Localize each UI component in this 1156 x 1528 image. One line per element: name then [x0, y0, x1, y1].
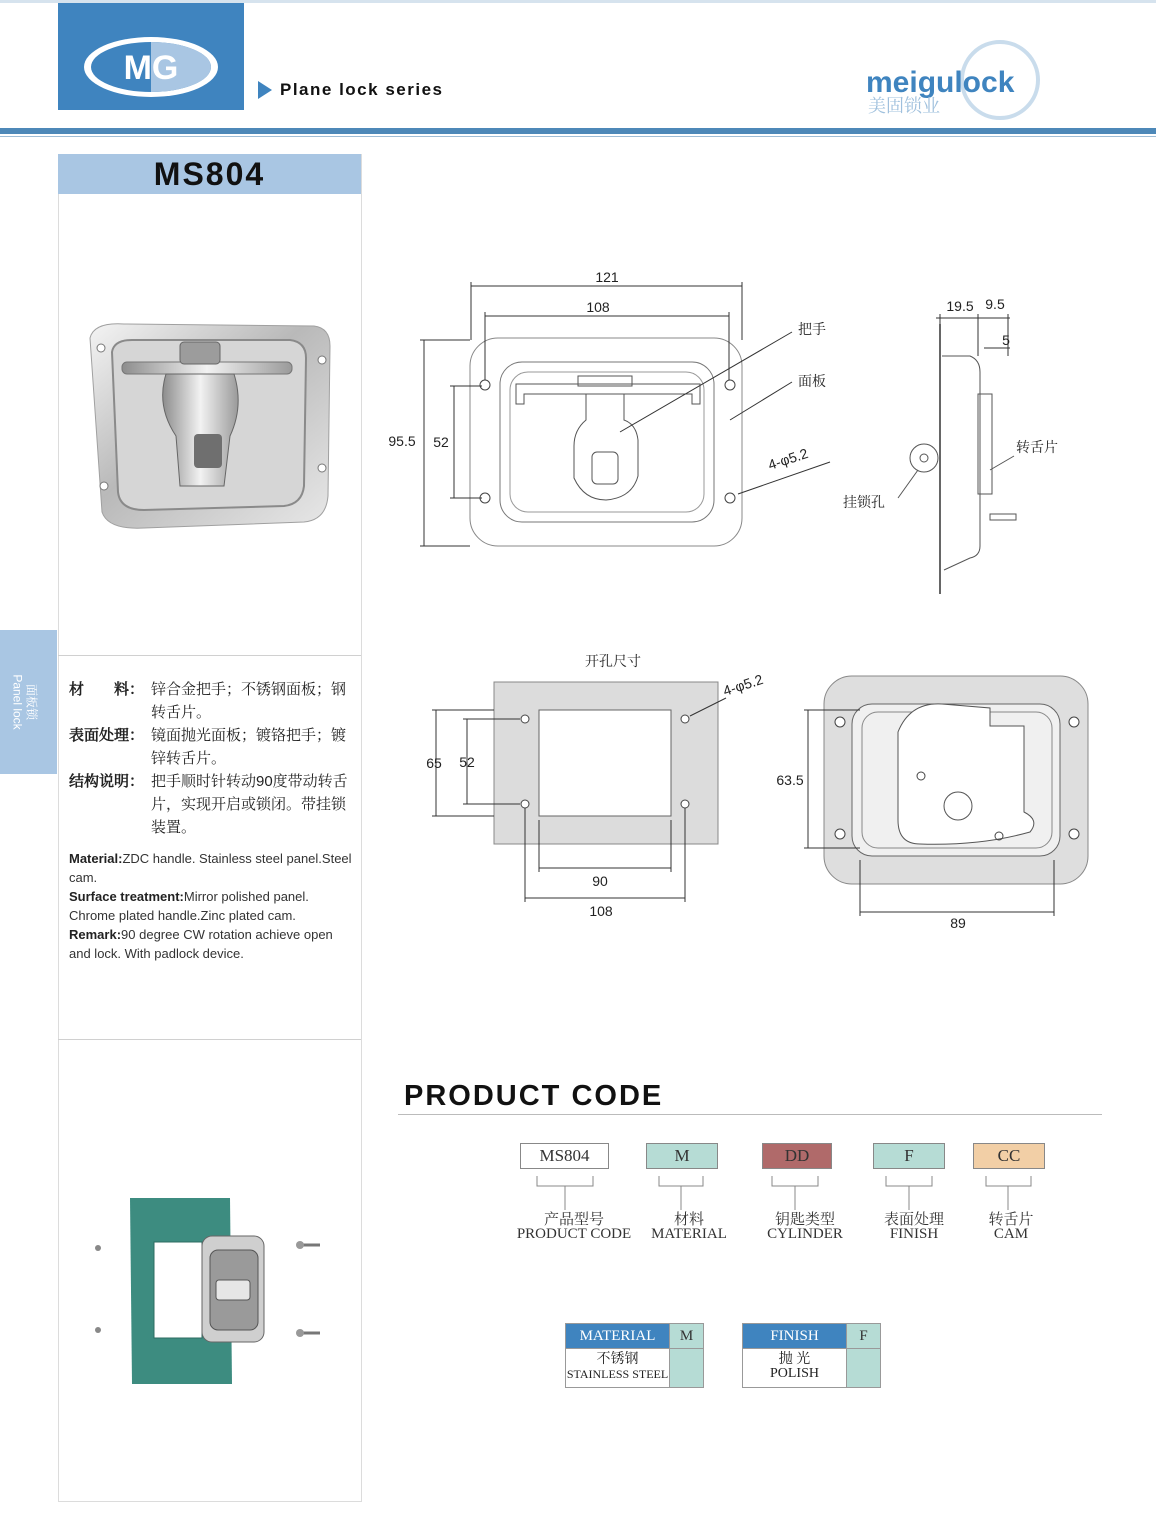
code-label-cam: [958, 1213, 1064, 1241]
back-view: [804, 676, 1088, 916]
dim-label: 108: [586, 299, 610, 315]
series-heading: [258, 80, 443, 100]
finish-value-cn: 抛 光: [778, 1352, 811, 1367]
series-label: Plane lock series: [280, 80, 444, 99]
cutout-title: 开孔尺寸: [585, 653, 641, 669]
spec-en-remark: [69, 925, 354, 963]
label-panel: 面板: [798, 373, 826, 389]
code-label-en: CYLINDER: [767, 1226, 843, 1242]
spec-en-key: Remark:: [69, 927, 122, 942]
spec-value: 镜面抛光面板；镀铬把手；镀锌转舌片。: [151, 727, 347, 767]
dim-label: 19.5: [946, 298, 974, 314]
dim-label: 4-φ5.2: [765, 444, 810, 473]
spec-en-value: 90 degree CW rotation achieve open and lock. With padlock device.: [69, 927, 333, 961]
header-bar: [0, 128, 1156, 134]
logo-text: MG: [123, 49, 179, 87]
triangle-icon: [258, 81, 272, 99]
install-illustration: [84, 1190, 334, 1390]
divider: [58, 655, 361, 656]
installation-diagram: [84, 1190, 334, 1390]
code-label-cylinder: [752, 1213, 858, 1241]
code-label-cn: 钥匙类型: [774, 1212, 835, 1228]
mg-logo-icon: [58, 3, 244, 110]
label-padlock: 挂锁孔: [843, 494, 885, 510]
material-table-code: M: [669, 1324, 703, 1348]
model-title: MS804: [58, 154, 361, 194]
spec-en-material: [69, 849, 354, 887]
side-view: [898, 314, 1016, 594]
spec-row-material: [69, 678, 354, 724]
spec-en-key: Material:: [69, 851, 123, 866]
code-label-en: FINISH: [889, 1226, 939, 1242]
spec-key: 表面处理：: [69, 727, 145, 744]
cutout-view: [432, 682, 726, 902]
side-tab-cn: 面板锁: [24, 683, 39, 720]
dim-label: 121: [595, 269, 619, 285]
product-code-rule: [398, 1114, 1102, 1115]
code-box-cylinder: DD: [762, 1143, 832, 1169]
spec-value: 把手顺时针转动90度带动转舌片，实现开启或锁闭。带挂锁装置。: [151, 773, 348, 836]
spec-row-structure: [69, 770, 354, 839]
divider: [58, 1039, 361, 1040]
spec-key: 结构说明：: [69, 773, 145, 790]
finish-table-swatch: [846, 1348, 880, 1387]
dim-label: 52: [459, 754, 475, 770]
dim-label: 9.5: [985, 296, 1005, 312]
spec-value: 锌合金把手；不锈钢面板；钢转舌片。: [151, 681, 347, 721]
dim-label: 89: [950, 915, 966, 931]
spec-key: 材 料：: [69, 681, 145, 698]
product-code-title: PRODUCT CODE: [404, 1080, 664, 1112]
material-value-en: STAINLESS STEEL: [566, 1367, 669, 1381]
code-box-cam: CC: [973, 1143, 1045, 1169]
dim-label: 4-φ5.2: [720, 670, 765, 699]
code-box-material: M: [646, 1143, 718, 1169]
brand-text: meigulock: [866, 66, 1015, 99]
label-handle: 把手: [798, 321, 826, 337]
material-table-swatch: [669, 1348, 703, 1387]
spec-row-surface: [69, 724, 354, 770]
spec-en-key: Surface treatment:: [69, 889, 184, 904]
mg-logo: [58, 3, 244, 110]
finish-table-head: FINISH: [743, 1324, 846, 1348]
dim-label: 90: [592, 873, 608, 889]
code-connectors: [520, 1168, 1050, 1218]
code-label-en: MATERIAL: [651, 1226, 727, 1242]
side-tab-en: Panel lock: [10, 674, 25, 730]
code-label-finish: [861, 1213, 967, 1241]
dim-label: 52: [433, 434, 449, 450]
meigulock-logo: [862, 38, 1082, 124]
label-cam: 转舌片: [1016, 439, 1058, 455]
code-box-model: MS804: [520, 1143, 609, 1169]
spec-en-value: Mirror polished panel. Chrome plated handle.Zinc plated cam.: [69, 889, 309, 923]
finish-table-code: F: [846, 1324, 880, 1348]
code-label-cn: 产品型号: [543, 1212, 604, 1228]
front-view: [470, 338, 742, 546]
brand-cn: 美固锁业: [868, 96, 940, 116]
code-label-cn: 转舌片: [988, 1212, 1034, 1228]
code-label-model: [505, 1213, 643, 1241]
meigulock-logo-icon: [862, 38, 1082, 124]
technical-drawings: [370, 260, 1100, 940]
product-photo: [84, 316, 334, 536]
dim-label: 5: [1002, 332, 1010, 348]
code-label-cn: 表面处理: [883, 1212, 944, 1228]
code-label-material: [636, 1213, 742, 1241]
code-label-cn: 材料: [673, 1212, 704, 1228]
panel-lock-photo: [84, 316, 334, 536]
specs-cn: [69, 678, 354, 839]
finish-value-en: POLISH: [769, 1366, 819, 1381]
material-value-cn: 不锈钢: [596, 1352, 639, 1367]
specs-en: [69, 849, 354, 963]
dim-label: 108: [589, 903, 613, 919]
material-table-head: MATERIAL: [566, 1324, 669, 1348]
code-box-finish: F: [873, 1143, 945, 1169]
code-label-en: PRODUCT CODE: [516, 1226, 632, 1242]
spec-en-value: ZDC handle. Stainless steel panel.Steel cam.: [69, 851, 352, 885]
finish-table: [742, 1323, 881, 1388]
side-tab-label: [10, 640, 39, 765]
material-table: [565, 1323, 704, 1388]
header-bar-thin: [0, 136, 1156, 137]
finish-table-value: [743, 1348, 846, 1386]
code-label-en: CAM: [993, 1226, 1029, 1242]
spec-en-surface: [69, 887, 354, 925]
dim-label: 65: [426, 755, 442, 771]
material-table-value: [566, 1348, 669, 1386]
dim-label: 95.5: [388, 433, 416, 449]
dim-label: 63.5: [776, 772, 804, 788]
